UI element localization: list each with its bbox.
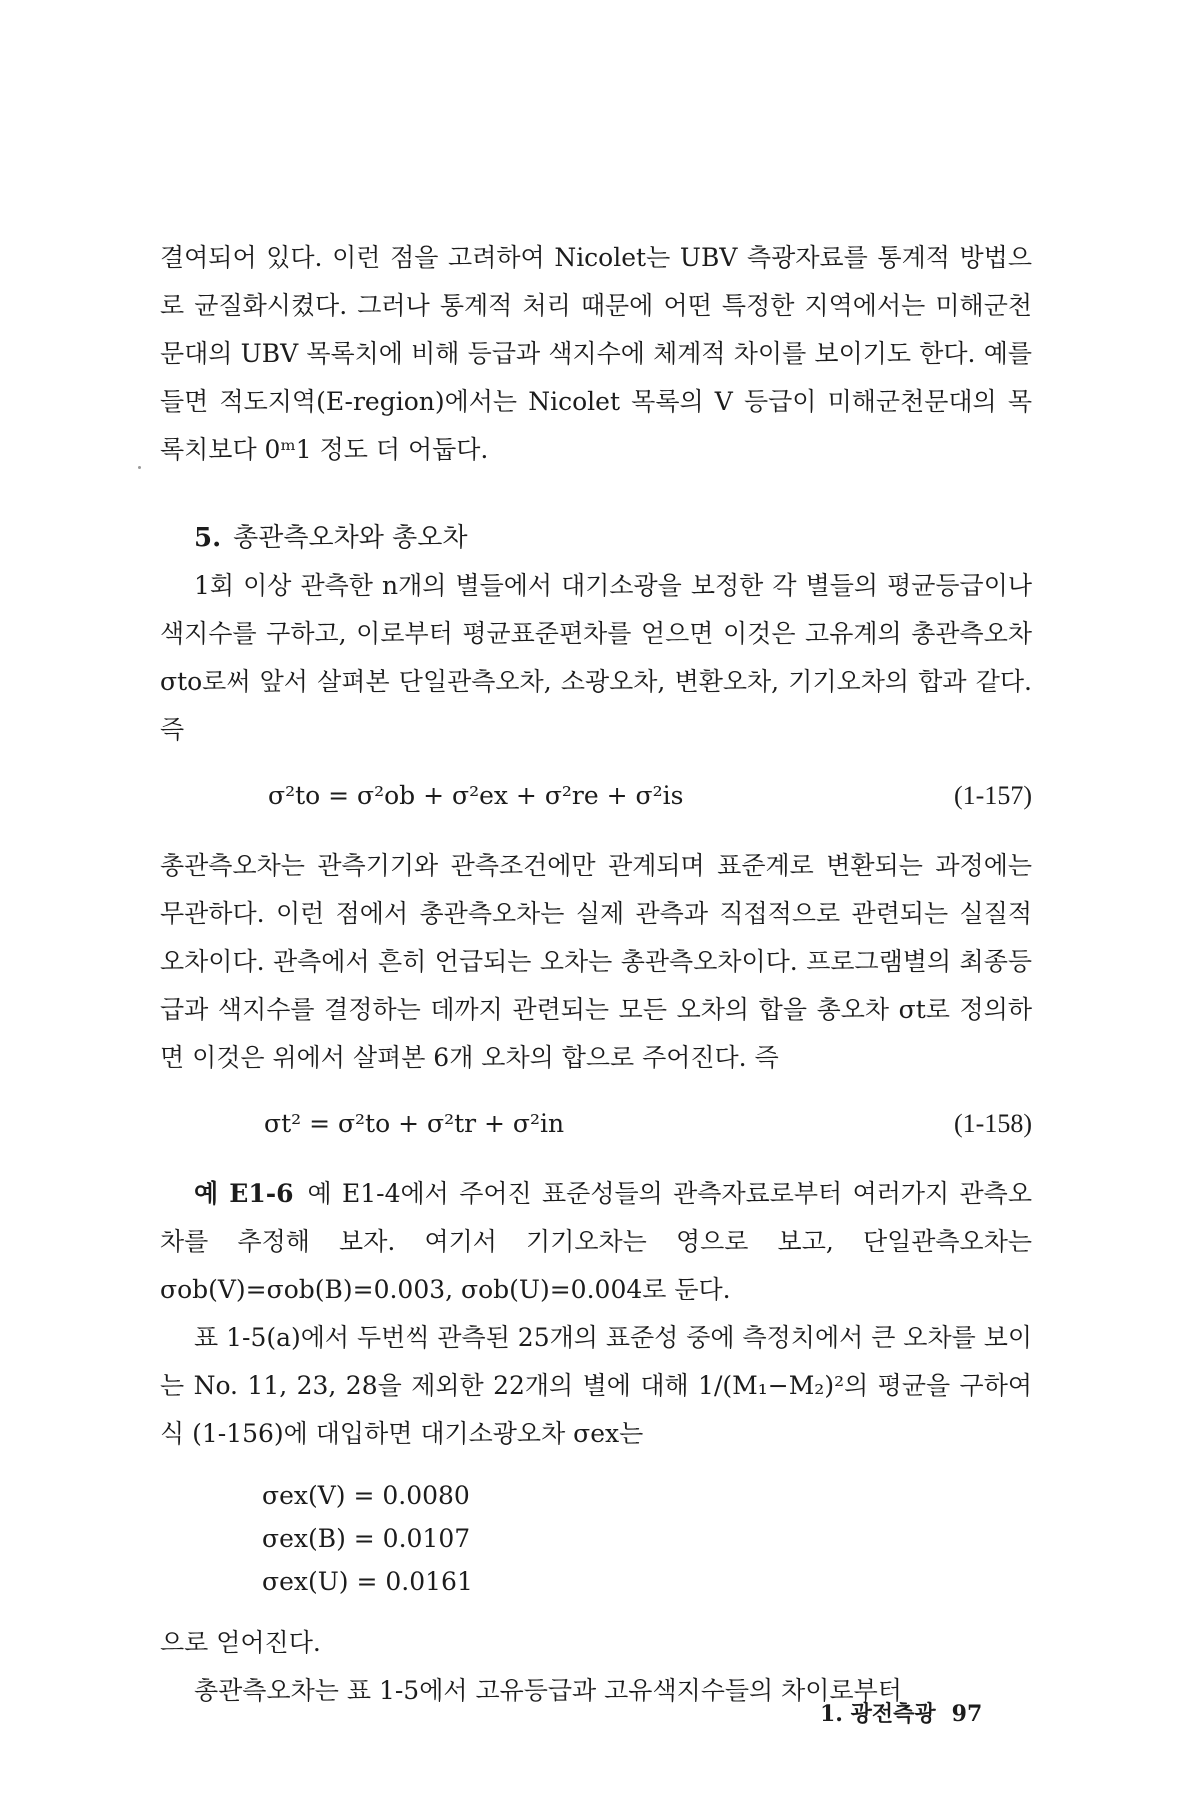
equation-block-extinction xyxy=(160,1474,1032,1603)
section-title: 총관측오차와 총오차 xyxy=(233,523,468,553)
equation-1-158 xyxy=(160,1100,1032,1148)
page-footer xyxy=(820,1697,982,1728)
equation-1-157 xyxy=(160,772,1032,820)
equation-line-b: σex(B) = 0.0107 xyxy=(262,1524,471,1553)
paragraph-7: 총관측오차는 표 1-5에서 고유등급과 고유색지수들의 차이로부터 xyxy=(194,1676,902,1705)
paragraph-1: 결여되어 있다. 이런 점을 고려하여 Nicolet는 UBV 측광자료를 통계적 방법으로 균질화시켰다. 그러나 통계적 처리 때문에 어떤 특정한 지역에서는 미해군천문대의 UBV 목록치에 비해 등급과 색지수에 체계적 차이를 보이기도 한다. 예를 들면 적도지역(E-region)에서는 Nicolet 목록의 V 등급이 미해군천문대의 목록치보다 0ᵐ1 정도 더 어둡다. xyxy=(160,243,1032,464)
section-heading xyxy=(160,514,1032,562)
page-number: 97 xyxy=(951,1701,983,1727)
paragraph-example xyxy=(160,1170,1032,1314)
paragraph-2: 1회 이상 관측한 n개의 별들에서 대기소광을 보정한 각 별들의 평균등급이나 색지수를 구하고, 이로부터 평균표준편차를 얻으면 이것은 고유계의 총관측오차 σto로써 앞서 살펴본 단일관측오차, 소광오차, 변환오차, 기기오차의 합과 같다. 즉 xyxy=(160,571,1032,744)
equation-line-v: σex(V) = 0.0080 xyxy=(262,1481,470,1510)
equation-number: (1-157) xyxy=(954,781,1032,810)
equation-line-u: σex(U) = 0.0161 xyxy=(262,1567,473,1596)
chapter-title: 1. 광전측광 xyxy=(820,1701,936,1727)
example-label: 예 E1-6 xyxy=(194,1179,294,1208)
scan-speck xyxy=(138,466,141,469)
paragraph-6: 으로 얻어진다. xyxy=(160,1628,321,1657)
paragraph-5: 표 1-5(a)에서 두번씩 관측된 25개의 표준성 중에 측정치에서 큰 오차를 보이는 No. 11, 23, 28을 제외한 22개의 별에 대해 1/(M₁−M₂)²의 평균을 구하여 식 (1-156)에 대입하면 대기소광오차 σex는 xyxy=(160,1323,1033,1448)
equation-number: (1-158) xyxy=(954,1109,1032,1138)
page-body xyxy=(160,234,1032,1715)
example-text: 예 E1-4에서 주어진 표준성들의 관측자료로부터 여러가지 관측오차를 추정해 보자. 여기서 기기오차는 영으로 보고, 단일관측오차는 σob(V)=σob(B)=0.003, σob(U)=0.004로 둔다. xyxy=(160,1179,1032,1304)
equation-body: σt² = σ²to + σ²tr + σ²in xyxy=(264,1109,565,1138)
equation-body: σ²to = σ²ob + σ²ex + σ²re + σ²is xyxy=(268,781,684,810)
paragraph-3: 총관측오차는 관측기기와 관측조건에만 관계되며 표준계로 변환되는 과정에는 무관하다. 이런 점에서 총관측오차는 실제 관측과 직접적으로 관련되는 실질적 오차이다. 관측에서 흔히 언급되는 오차는 총관측오차이다. 프로그램별의 최종등급과 색지수를 결정하는 데까지 관련되는 모든 오차의 합을 총오차 σt로 정의하면 이것은 위에서 살펴본 6개 오차의 합으로 주어진다. 즉 xyxy=(160,851,1032,1072)
section-number: 5. xyxy=(194,523,222,553)
